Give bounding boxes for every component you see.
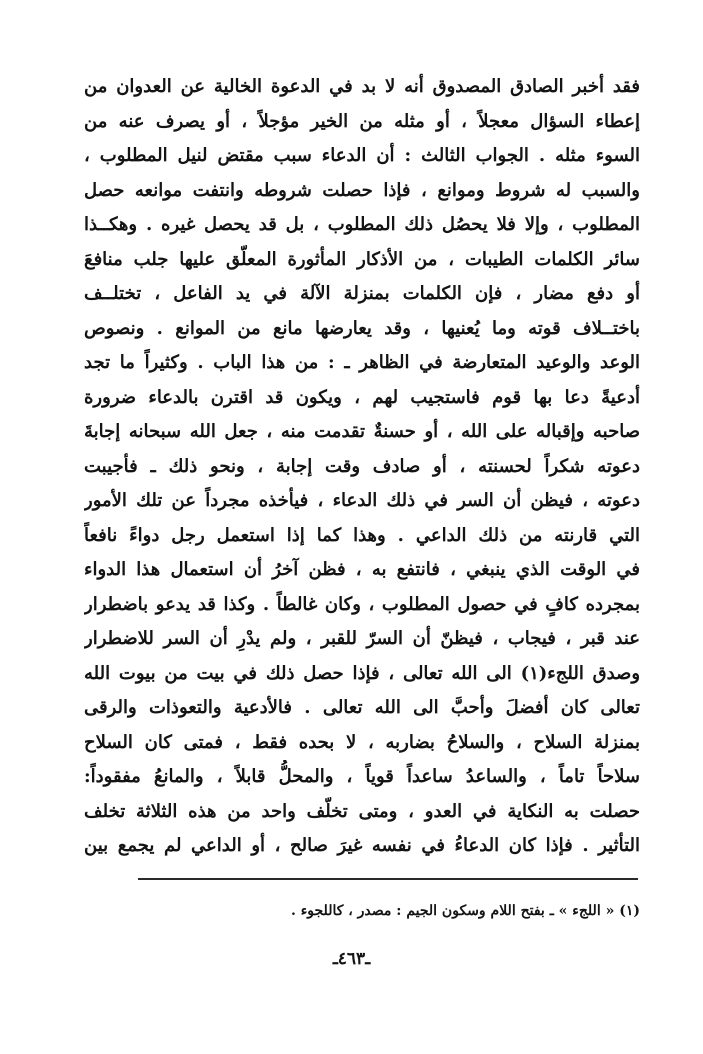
body-text [84, 70, 640, 864]
text-line: سائر الكلمات الطيبات ، من الأذكار المأثورة المعلّق عليها جلب منافعَ [84, 248, 640, 270]
footnote-separator [138, 878, 638, 880]
text-line: الوعد والوعيد المتعارضة في الظاهر ـ : من هذا الباب . وكثيراً ما تجد [84, 352, 640, 373]
text-line: السوء مثله . الجواب الثالث : أن الدعاء سبب مقتض لنيل المطلوب ، [84, 145, 640, 166]
text-line: التي قارنته من ذلك الداعي . وهذا كما إذا استعمل رجل دواءً نافعاً [84, 524, 640, 546]
text-line: التأثير . فإذا كان الدعاءُ في نفسه غيرَ صالح ، أو الداعي لم يجمع بين [84, 835, 640, 856]
text-line: والسبب له شروط وموانع ، فإذا حصلت شروطه وانتفت موانعه حصل [84, 179, 640, 201]
text-line: أو دفع مضار ، فإن الكلمات بمنزلة الآلة في يد الفاعل ، تختلــف [84, 283, 640, 304]
text-line: سلاحاً تاماً ، والساعدُ ساعداً قوياً ، والمحلُّ قابلاً ، والمانعُ مفقوداً: [84, 766, 640, 787]
page-number: ـ٤٦٣ـ [332, 949, 371, 969]
text-line: صاحبه وإقباله على الله ، أو حسنةٌ تقدمت منه ، جعل الله سبحانه إجابةَ [84, 421, 640, 442]
text-line: في الوقت الذي ينبغي ، فانتفع به ، فظن آخرُ أن استعمال هذا الدواء [84, 559, 640, 580]
text-line: دعوته شكراً لحسنته ، أو صادف وقت إجابة ، ونحو ذلك ـ فأجيبت [84, 455, 640, 477]
text-line: دعوته ، فيظن أن السر في ذلك الدعاء ، فيأخذه مجرداً عن تلك الأمور [84, 490, 640, 511]
text-line: بمجرده كافٍ في حصول المطلوب ، وكان غالطاً . وكذا قد يدعو باضطرار [84, 593, 640, 615]
text-line: أدعيةً دعا بها قوم فاستجيب لهم ، ويكون قد اقترن بالدعاء ضرورة [84, 386, 640, 408]
text-line: تعالى كان أفضلَ وأحبَّ الى الله تعالى . فالأدعية والتعوذات والرقى [84, 697, 640, 718]
text-line: باختــلاف قوته وما يُعنيها ، وقد يعارضها مانع من الموانع . ونصوص [84, 317, 640, 339]
text-line: عند قبر ، فيجاب ، فيظنّ أن السرّ للقبر ، ولم يدْرِ أن السر للاضطرار [84, 628, 640, 649]
text-line: حصلت به النكاية في العدو ، ومتى تخلّف واحد من هذه الثلاثة تخلف [84, 800, 640, 822]
text-line: بمنزلة السلاح ، والسلاحُ بضاربه ، لا بحده فقط ، فمتى كان السلاح [84, 731, 640, 753]
text-line: وصدق اللجء(١) الى الله تعالى ، فإذا حصل ذلك في بيت من بيوت الله [84, 662, 640, 684]
footnote: (١) « اللجء » ـ بفتح اللام وسكون الجيم : مصدر ، كاللجوء . [290, 903, 640, 919]
text-line: إعطاء السؤال معجلاً ، أو مثله من الخير مؤجلاً ، أو يصرف عنه من [84, 110, 640, 132]
text-line: المطلوب ، وإلا فلا يحصُل ذلك المطلوب ، بل قد يحصل غيره . وهكــذا [84, 214, 640, 235]
text-line: فقد أخبر الصادق المصدوق أنه لا بد في الدعوة الخالية عن العدوان من [84, 76, 640, 97]
